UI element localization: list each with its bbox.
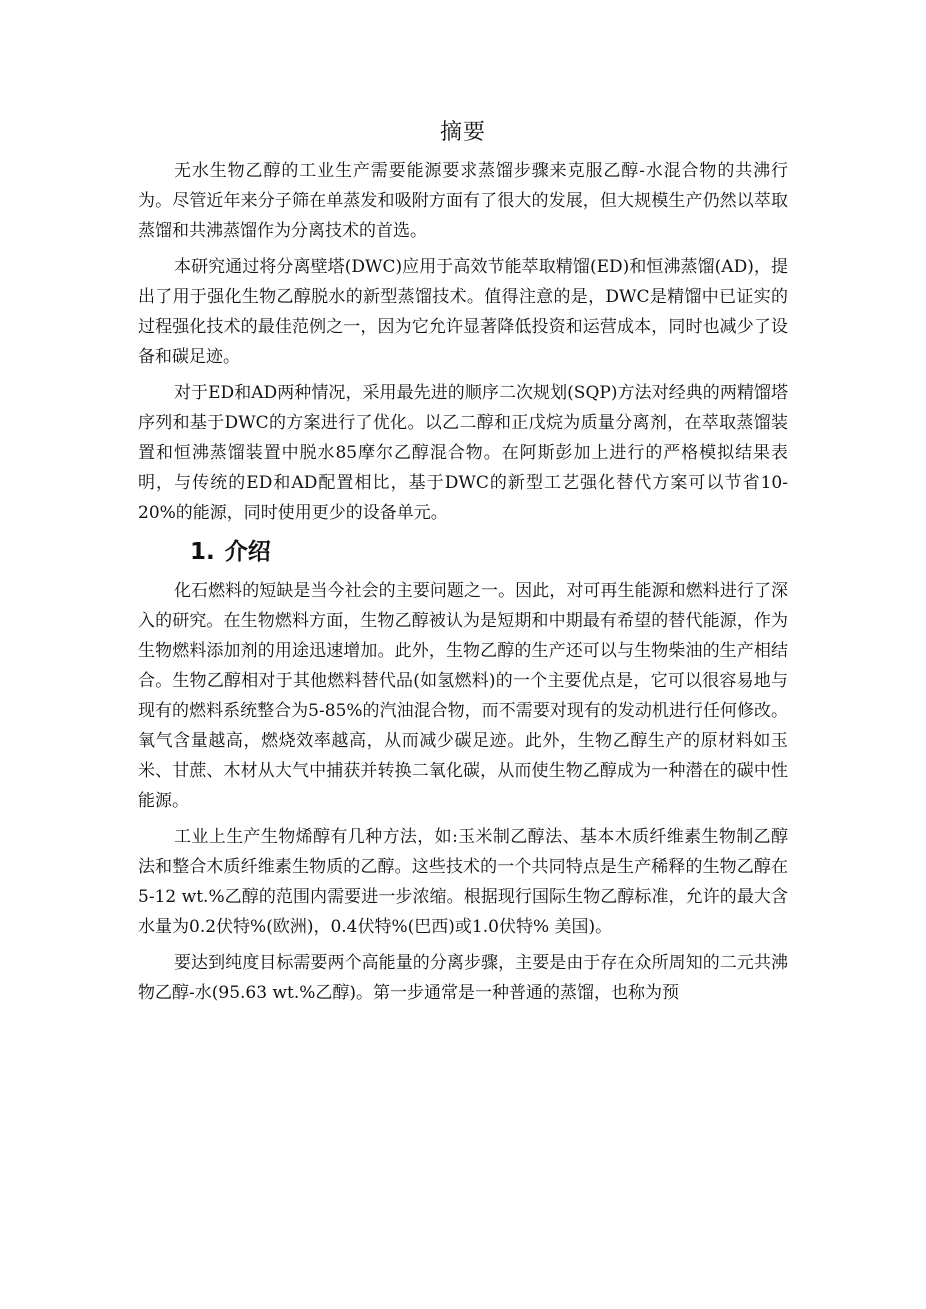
intro-paragraph-3: 要达到纯度目标需要两个高能量的分离步骤，主要是由于存在众所周知的二元共沸物乙醇-水(95.63 wt.%乙醇)。第一步通常是一种普通的蒸馏，也称为预 xyxy=(138,953,788,1003)
intro-paragraph-1: 化石燃料的短缺是当今社会的主要问题之一。因此，对可再生能源和燃料进行了深入的研究。在生物燃料方面，生物乙醇被认为是短期和中期最有希望的替代能源，作为生物燃料添加剂的用途迅速增加。此外，生物乙醇的生产还可以与生物柴油的生产相结合。生物乙醇相对于其他燃料替代品(如氢燃料)的一个主要优点是，它可以很容易地与现有的燃料系统整合为5-85%的汽油混合物，而不需要对现有的发动机进行任何修改。氧气含量越高，燃烧效率越高，从而减少碳足迹。此外，生物乙醇生产的原材料如玉米、甘蔗、木材从大气中捕获并转换二氧化碳，从而使生物乙醇成为一种潜在的碳中性能源。 xyxy=(138,581,788,811)
intro-paragraph-2: 工业上生产生物烯醇有几种方法，如:玉米制乙醇法、基本木质纤维素生物制乙醇法和整合木质纤维素生物质的乙醇。这些技术的一个共同特点是生产稀释的生物乙醇在5-12 wt.%乙醇的范围内需要进一步浓缩。根据现行国际生物乙醇标准，允许的最大含水量为0.2伏特%(欧洲)，0.4伏特%(巴西)或1.0伏特% 美国)。 xyxy=(138,827,788,937)
abstract-title: 摘要 xyxy=(439,120,486,145)
section-number: 1. xyxy=(190,539,215,565)
document-page xyxy=(138,118,788,1014)
abstract-paragraph-2: 本研究通过将分离壁塔(DWC)应用于高效节能萃取精馏(ED)和恒沸蒸馏(AD)，提出了用于强化生物乙醇脱水的新型蒸馏技术。值得注意的是，DWC是精馏中已证实的过程强化技术的最佳范例之一，因为它允许显著降低投资和运营成本，同时也减少了设备和碳足迹。 xyxy=(138,257,788,367)
abstract-paragraph-1: 无水生物乙醇的工业生产需要能源要求蒸馏步骤来克服乙醇-水混合物的共沸行为。尽管近年来分子筛在单蒸发和吸附方面有了很大的发展，但大规模生产仍然以萃取蒸馏和共沸蒸馏作为分离技术的首选。 xyxy=(138,161,788,241)
section-heading-introduction xyxy=(190,534,788,570)
section-title: 介绍 xyxy=(224,539,271,565)
abstract-paragraph-3: 对于ED和AD两种情况，采用最先进的顺序二次规划(SQP)方法对经典的两精馏塔序列和基于DWC的方案进行了优化。以乙二醇和正戊烷为质量分离剂，在萃取蒸馏装置和恒沸蒸馏装置中脱水85摩尔乙醇混合物。在阿斯彭加上进行的严格模拟结果表明，与传统的ED和AD配置相比，基于DWC的新型工艺强化替代方案可以节省10-20%的能源，同时使用更少的设备单元。 xyxy=(138,383,788,523)
